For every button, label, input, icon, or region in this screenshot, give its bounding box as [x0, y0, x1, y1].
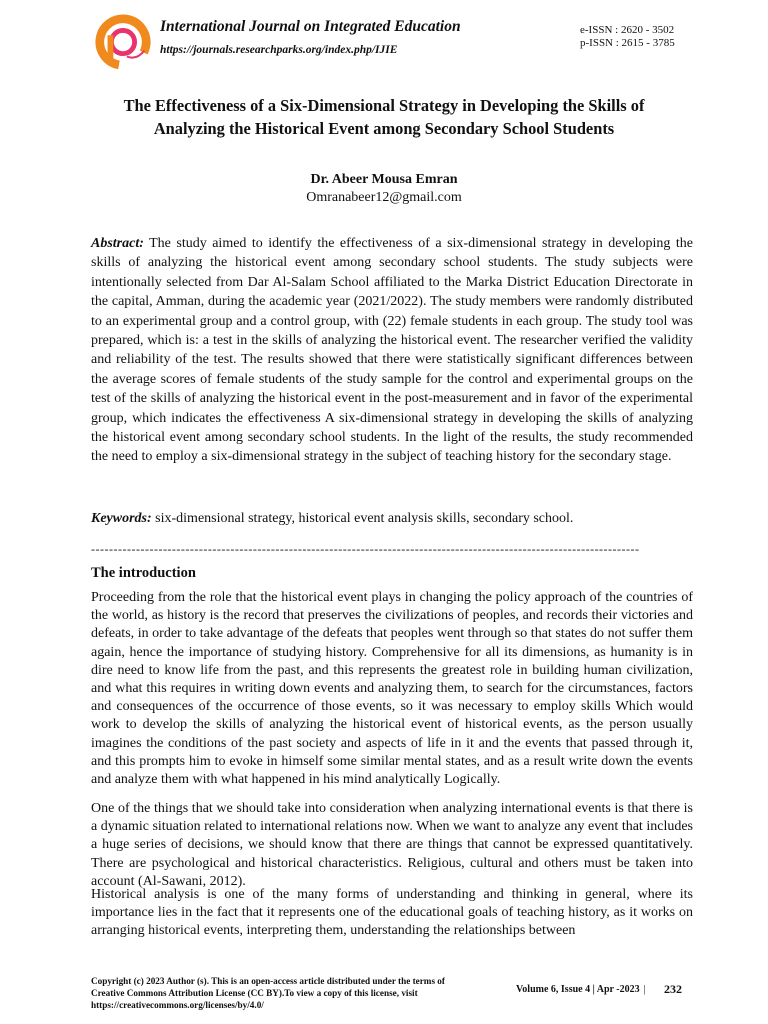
footer-volume: [516, 984, 650, 995]
footer-separator: |: [643, 984, 646, 995]
journal-url[interactable]: https://journals.researchparks.org/index.php/IJIE: [160, 44, 398, 56]
abstract-text: The study aimed to identify the effectiveness of a six-dimensional strategy in developing the skills of analyzing the historical event among secondary school students. The study subjects were intentionally selected from Dar Al-Salam School affiliated to the Marka District Education Directorate in the capital, Amman, during the academic year (2021/2022). The study members were randomly distributed to an experimental group and a control group, with (22) female students in each group. The study tool was prepared, which is: a test in the skills of analyzing the historical event. The researcher verified the validity and reliability of the test. The results showed that there were statistically significant differences between the average scores of female students of the study sample for the control and experimental groups on the test of the skills of analyzing the historical event in the post-measurement and in favor of the experimental group, which indicates the effectiveness A six-dimensional strategy in developing the skills of analyzing the historical event among secondary school students. In the light of the results, the study recommended the need to employ a six-dimensional strategy in the subject of teaching history for the secondary stage.: [91, 236, 693, 465]
abstract-label: Abstract:: [91, 236, 144, 251]
journal-title: International Journal on Integrated Education: [160, 18, 461, 35]
abstract: [91, 234, 693, 467]
issn-block: [580, 24, 675, 50]
intro-paragraph-2: One of the things that we should take into consideration when analyzing international events is that there is a dynamic situation related to international relations now. When we want to analyze any event that includes a huge series of decisions, we should know that there are things that cannot be expressed quantitatively. There are psychological and historical characteristics. Religious, cultural and others must be taken into account (Al-Sawani, 2012).: [91, 801, 693, 889]
author-email[interactable]: Omranabeer12@gmail.com: [306, 190, 462, 205]
volume-text: Volume 6, Issue 4 | Apr -2023: [516, 984, 640, 995]
article-title: The Effectiveness of a Six-Dimensional Strategy in Developing the Skills of Analyzing the Historical Event among Secondary School Students: [123, 96, 645, 138]
author-name: Dr. Abeer Mousa Emran: [310, 172, 458, 187]
keywords-label: Keywords:: [91, 511, 152, 526]
intro-paragraph-3: Historical analysis is one of the many forms of understanding and thinking in general, where its importance lies in the fact that it represents one of the educational goals of teaching history, as it works on arranging historical events, interpreting them, understanding the relationships between: [91, 887, 693, 939]
eissn: e-ISSN : 2620 - 3502: [580, 24, 675, 36]
intro-paragraph-1: Proceeding from the role that the historical event plays in changing the policy approach of the countries of the world, as history is the record that preserves the civilizations of peoples, and records their victories and defeats, in order to take advantage of the defeats that peoples went through so that states do not suffer them again, hence the importance of studying history. Comprehensive for all its dimensions, as humanity is in dire need to know life from the past, and this represents the greatest role in building human civilization, and what this requires in writing down events and analyzing them, to search for the circumstances, factors and consequences of the occurrence of those events, so it was necessary to employ skills Which would work to develop the skills of analyzing the historical event of historical events, as the person usually imagines the conditions of the past society and aspects of life in it and the events that passed through it, and this prompts him to evoke in himself some similar mental states, and as a result write down the events and analyze them with what happened in his mind analytically Logically.: [91, 590, 693, 788]
keywords-text: six-dimensional strategy, historical event analysis skills, secondary school.: [151, 511, 574, 526]
section-divider: --------------------------------------------------------------------------------------------------------------------------: [91, 542, 640, 556]
pissn: p-ISSN : 2615 - 3785: [580, 37, 675, 49]
page-number: 232: [664, 982, 682, 996]
intro-heading: The introduction: [91, 565, 196, 581]
footer-copyright: Copyright (c) 2023 Author (s). This is an open-access article distributed under the terms of Creative Commons Attribution License (CC BY).To view a copy of this license, visit https://creativecommons.org/licenses/by/4.0/: [91, 976, 445, 1010]
research-parks-logo-icon: [94, 14, 152, 72]
keywords: [91, 511, 693, 527]
